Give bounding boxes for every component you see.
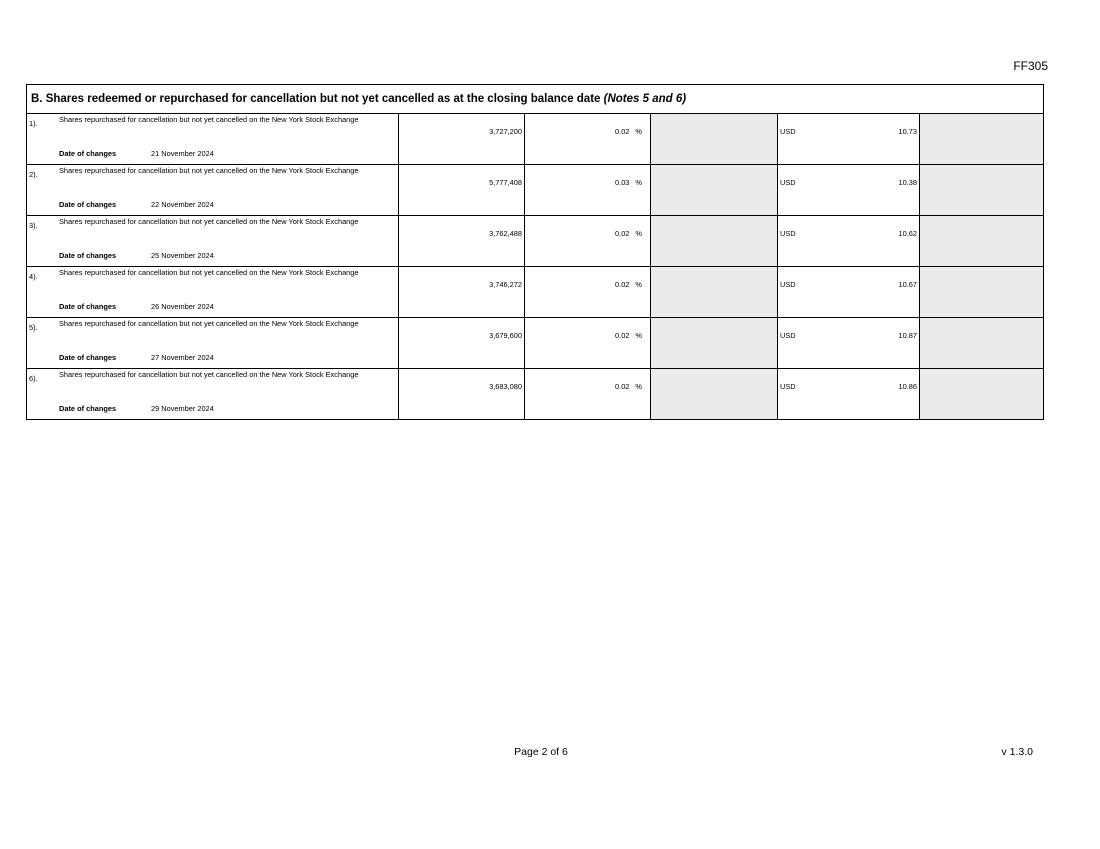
date-of-changes [59, 302, 214, 311]
currency: USD [780, 382, 796, 391]
currency: USD [780, 229, 796, 238]
date-label: Date of changes [59, 251, 117, 260]
shaded-cell [920, 165, 1043, 215]
date-value: 22 November 2024 [151, 200, 214, 209]
shares-repurchased-table [26, 84, 1044, 420]
shaded-cell [920, 369, 1043, 419]
percent-sign: % [635, 280, 642, 289]
price-cell [778, 114, 920, 164]
price-value: 10.86 [898, 382, 917, 391]
table-row [27, 114, 1043, 165]
row-number: 2). [29, 170, 38, 179]
description-cell [27, 165, 399, 215]
row-description: Shares repurchased for cancellation but not yet cancelled on the New York Stock Exchange [59, 115, 359, 124]
percent-sign: % [635, 382, 642, 391]
percent-cell [525, 165, 651, 215]
row-number: 5). [29, 323, 38, 332]
shaded-cell [651, 369, 778, 419]
row-number: 4). [29, 272, 38, 281]
shares-count: 3,727,200 [399, 114, 525, 164]
currency: USD [780, 178, 796, 187]
shaded-cell [651, 114, 778, 164]
price-cell [778, 216, 920, 266]
percent-sign: % [635, 127, 642, 136]
row-number: 6). [29, 374, 38, 383]
version-label: v 1.3.0 [1001, 746, 1033, 758]
shaded-cell [920, 318, 1043, 368]
row-description: Shares repurchased for cancellation but not yet cancelled on the New York Stock Exchange [59, 319, 359, 328]
table-row [27, 216, 1043, 267]
row-number: 3). [29, 221, 38, 230]
price-value: 10.38 [898, 178, 917, 187]
date-value: 27 November 2024 [151, 353, 214, 362]
date-value: 29 November 2024 [151, 404, 214, 413]
percent-value: 0.02 [615, 280, 630, 289]
date-value: 25 November 2024 [151, 251, 214, 260]
shaded-cell [651, 318, 778, 368]
description-cell [27, 114, 399, 164]
section-title-notes: (Notes 5 and 6) [603, 93, 687, 105]
price-value: 10.62 [898, 229, 917, 238]
page-number: Page 2 of 6 [514, 746, 568, 758]
percent-cell [525, 267, 651, 317]
shaded-cell [920, 216, 1043, 266]
form-code: FF305 [1013, 59, 1048, 73]
row-description: Shares repurchased for cancellation but not yet cancelled on the New York Stock Exchange [59, 268, 359, 277]
date-label: Date of changes [59, 302, 117, 311]
percent-value: 0.02 [615, 331, 630, 340]
table-row [27, 267, 1043, 318]
shares-count: 3,679,600 [399, 318, 525, 368]
table-row [27, 318, 1043, 369]
percent-cell [525, 114, 651, 164]
currency: USD [780, 127, 796, 136]
date-of-changes [59, 251, 214, 260]
date-of-changes [59, 404, 214, 413]
currency: USD [780, 280, 796, 289]
row-number: 1). [29, 119, 38, 128]
shares-count: 3,762,488 [399, 216, 525, 266]
shaded-cell [920, 114, 1043, 164]
price-cell [778, 165, 920, 215]
row-description: Shares repurchased for cancellation but not yet cancelled on the New York Stock Exchange [59, 217, 359, 226]
date-label: Date of changes [59, 404, 117, 413]
shaded-cell [651, 165, 778, 215]
row-description: Shares repurchased for cancellation but not yet cancelled on the New York Stock Exchange [59, 166, 359, 175]
description-cell [27, 216, 399, 266]
percent-sign: % [635, 229, 642, 238]
date-value: 26 November 2024 [151, 302, 214, 311]
date-label: Date of changes [59, 353, 117, 362]
shares-count: 3,746,272 [399, 267, 525, 317]
price-value: 10.73 [898, 127, 917, 136]
price-cell [778, 369, 920, 419]
percent-sign: % [635, 178, 642, 187]
percent-value: 0.02 [615, 229, 630, 238]
description-cell [27, 267, 399, 317]
percent-value: 0.02 [615, 382, 630, 391]
date-value: 21 November 2024 [151, 149, 214, 158]
table-row [27, 369, 1043, 419]
table-row [27, 165, 1043, 216]
description-cell [27, 318, 399, 368]
price-cell [778, 267, 920, 317]
shaded-cell [920, 267, 1043, 317]
date-of-changes [59, 149, 214, 158]
percent-cell [525, 318, 651, 368]
price-cell [778, 318, 920, 368]
shaded-cell [651, 267, 778, 317]
row-description: Shares repurchased for cancellation but not yet cancelled on the New York Stock Exchange [59, 370, 359, 379]
currency: USD [780, 331, 796, 340]
date-of-changes [59, 200, 214, 209]
price-value: 10.67 [898, 280, 917, 289]
price-value: 10.87 [898, 331, 917, 340]
shares-count: 5,777,408 [399, 165, 525, 215]
percent-sign: % [635, 331, 642, 340]
shaded-cell [651, 216, 778, 266]
date-of-changes [59, 353, 214, 362]
description-cell [27, 369, 399, 419]
shares-count: 3,683,080 [399, 369, 525, 419]
percent-value: 0.03 [615, 178, 630, 187]
percent-cell [525, 369, 651, 419]
date-label: Date of changes [59, 200, 117, 209]
section-title [27, 85, 1043, 114]
date-label: Date of changes [59, 149, 117, 158]
percent-value: 0.02 [615, 127, 630, 136]
percent-cell [525, 216, 651, 266]
section-title-main: B. Shares redeemed or repurchased for cancellation but not yet cancelled as at the closing balance date [31, 93, 604, 105]
